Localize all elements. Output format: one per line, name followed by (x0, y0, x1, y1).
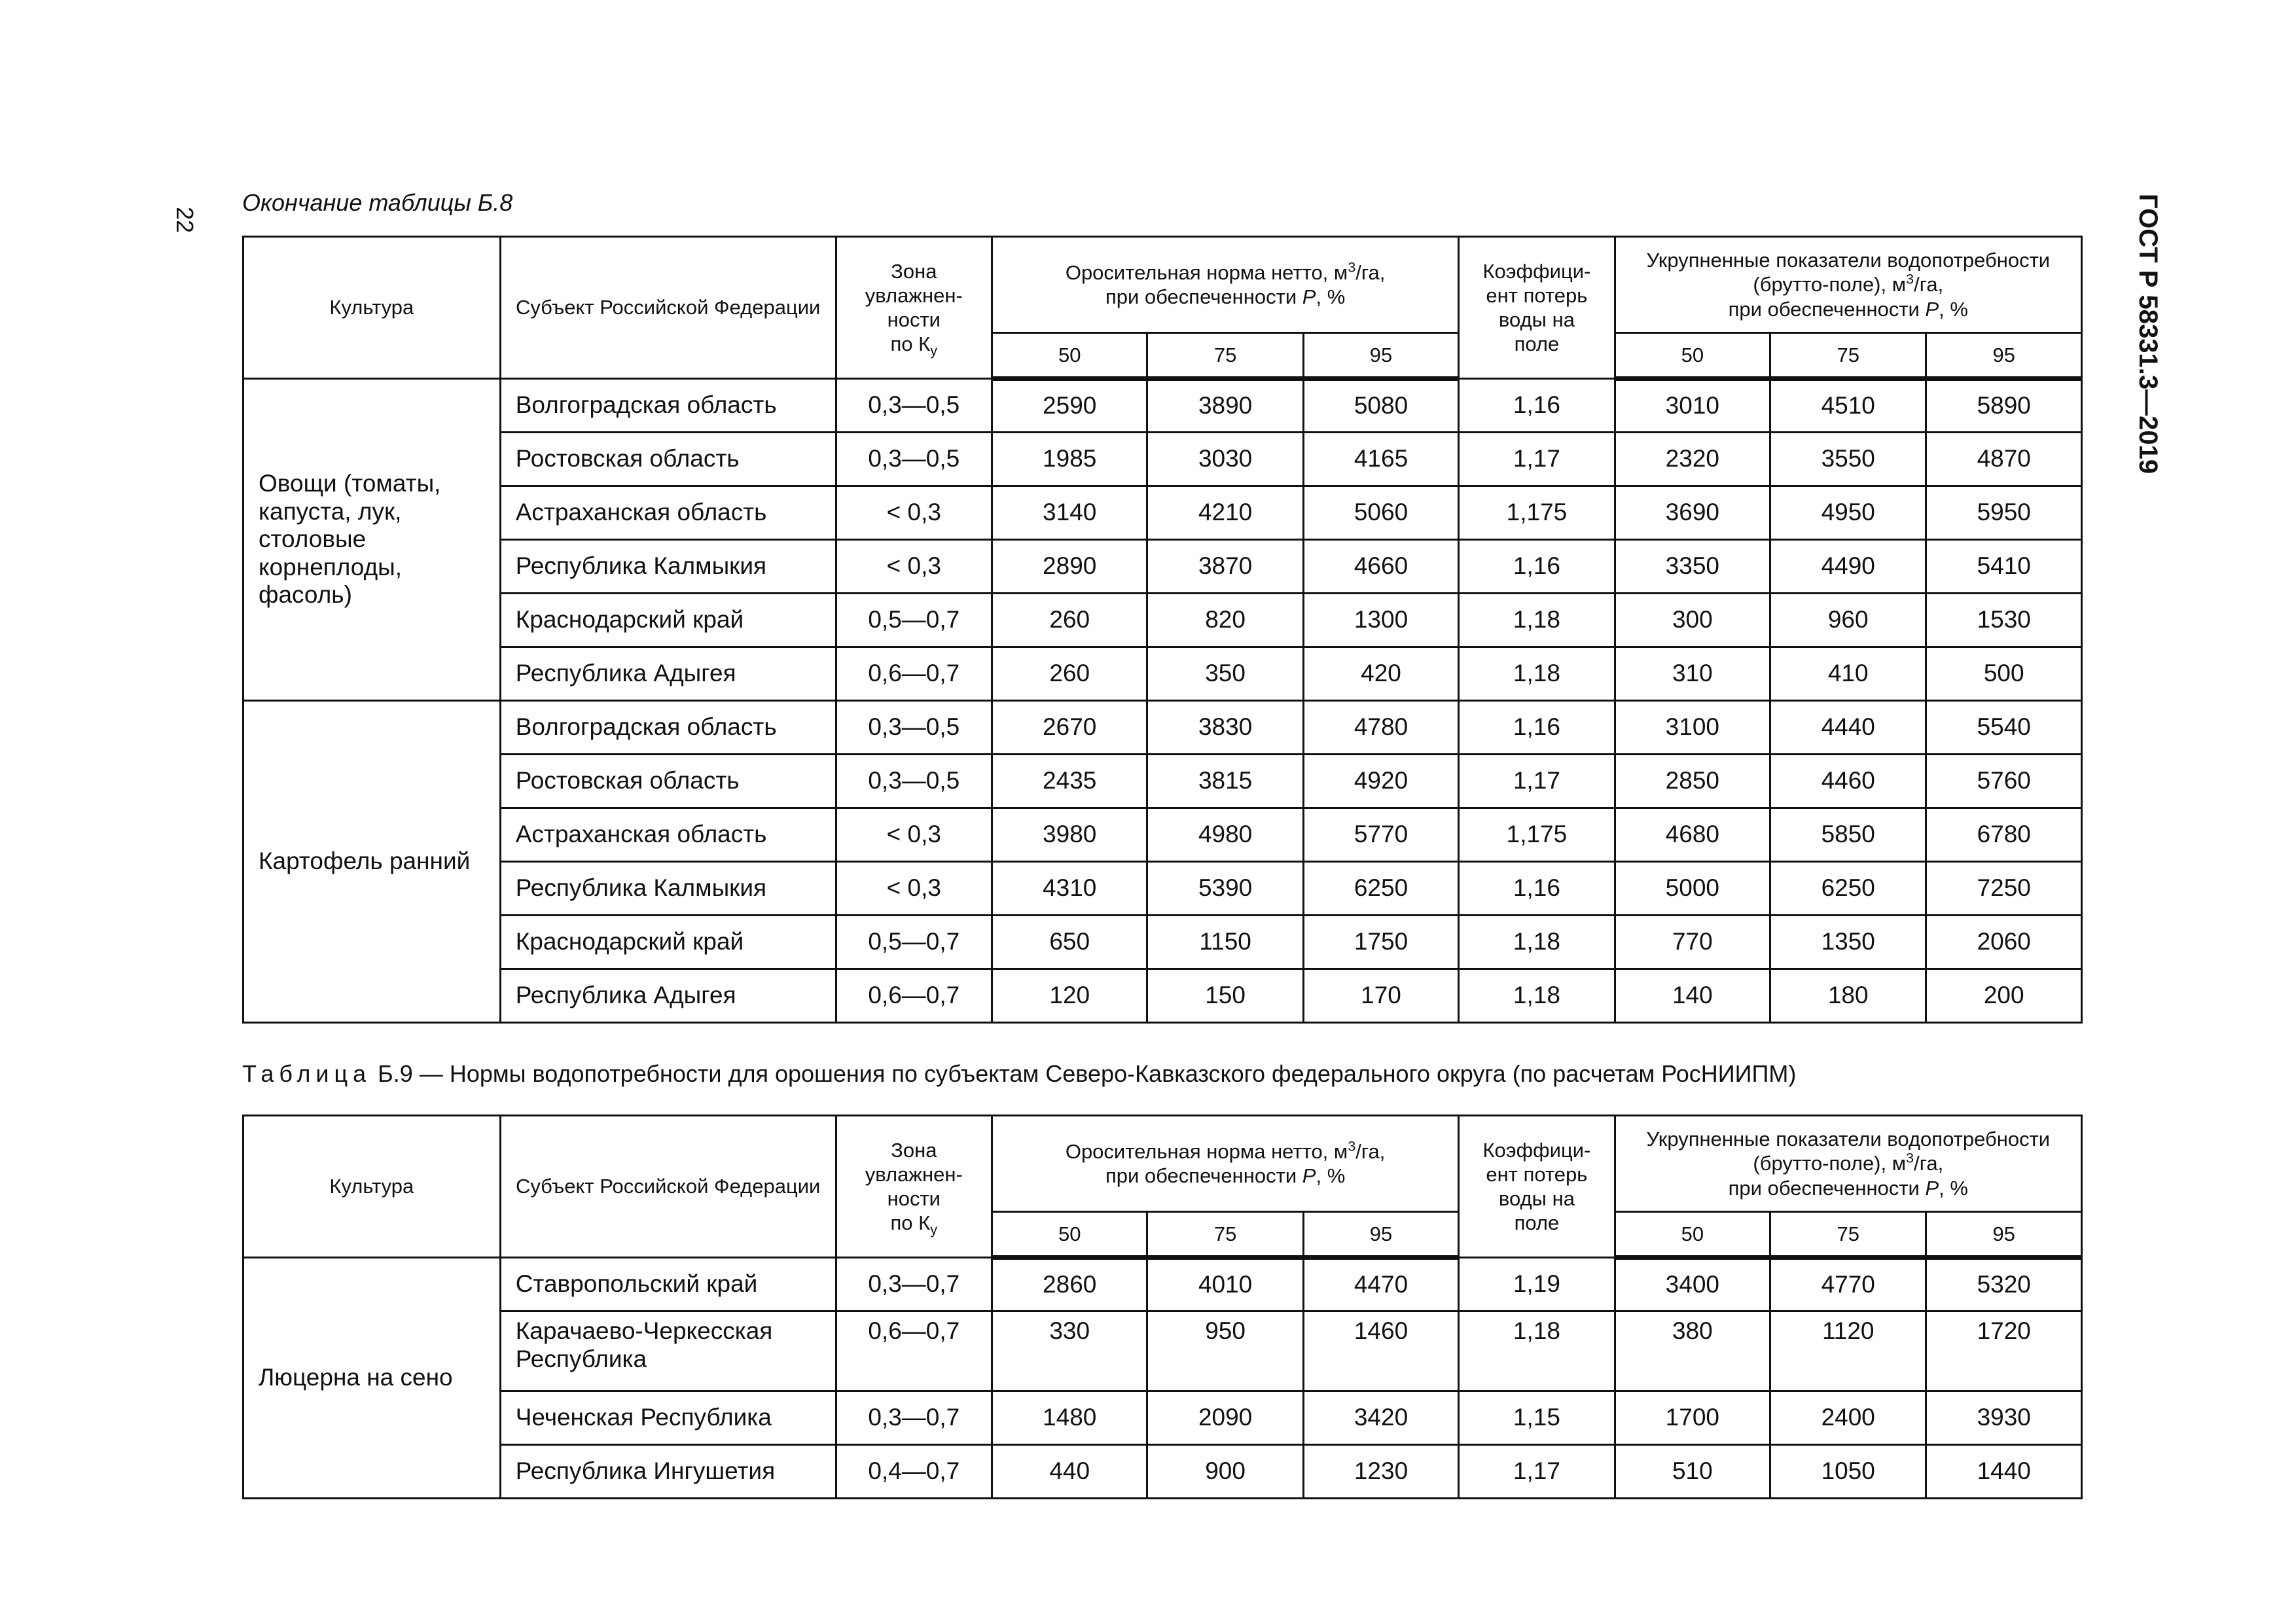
header-net-percent: 95 (1303, 1212, 1458, 1258)
coefficient-cell: 1,16 (1459, 379, 1615, 433)
net-norm-cell: 4310 (992, 862, 1147, 916)
coefficient-cell: 1,17 (1459, 433, 1615, 486)
subject-cell: Астраханская область (500, 486, 836, 540)
zone-cell: 0,3—0,5 (836, 433, 992, 486)
table-row (243, 1445, 2082, 1499)
gross-norm-cell: 2060 (1926, 916, 2082, 969)
gross-norm-cell: 1720 (1926, 1311, 2082, 1391)
net-norm-cell: 5060 (1303, 486, 1458, 540)
zone-cell: 0,3—0,5 (836, 755, 992, 808)
gross-norm-cell: 4510 (1770, 379, 1926, 433)
gross-norm-cell: 960 (1770, 594, 1926, 647)
subject-cell: Республика Калмыкия (500, 862, 836, 916)
document-code: ГОСТ Р 58331.3—2019 (2134, 194, 2162, 474)
gross-norm-cell: 3690 (1615, 486, 1770, 540)
table-b8-continuation-title: Окончание таблицы Б.8 (242, 189, 513, 216)
coefficient-cell: 1,18 (1459, 594, 1615, 647)
gross-norm-cell: 200 (1926, 969, 2082, 1023)
net-norm-cell: 1480 (992, 1391, 1147, 1445)
coefficient-cell: 1,18 (1459, 916, 1615, 969)
gross-norm-cell: 5950 (1926, 486, 2082, 540)
gross-norm-cell: 5540 (1926, 701, 2082, 755)
net-norm-cell: 650 (992, 916, 1147, 969)
net-norm-cell: 1985 (992, 433, 1147, 486)
gross-norm-cell: 6250 (1770, 862, 1926, 916)
gross-norm-cell: 3550 (1770, 433, 1926, 486)
coefficient-cell: 1,19 (1459, 1258, 1615, 1311)
culture-cell: Картофель ранний (243, 701, 501, 1023)
page-number: 22 (171, 207, 198, 234)
net-norm-cell: 4780 (1303, 701, 1458, 755)
subject-cell: Волгоградская область (500, 379, 836, 433)
gross-norm-cell: 3930 (1926, 1391, 2082, 1445)
subject-cell: Волгоградская область (500, 701, 836, 755)
net-norm-cell: 1750 (1303, 916, 1458, 969)
header-net-norm: Оросительная норма нетто, $м^3/га$, при обеспеченности P, % (992, 1116, 1459, 1212)
header-net-norm: Оросительная норма нетто, $м^3/га$, при обеспеченности P, % (992, 237, 1459, 333)
gross-norm-cell: 180 (1770, 969, 1926, 1023)
table-row (243, 540, 2082, 594)
gross-norm-cell: 4770 (1770, 1258, 1926, 1311)
net-norm-cell: 260 (992, 594, 1147, 647)
subject-cell: Краснодарский край (500, 594, 836, 647)
gross-norm-cell: 1120 (1770, 1311, 1926, 1391)
gross-norm-cell: 6780 (1926, 808, 2082, 862)
table-row (243, 969, 2082, 1023)
zone-cell: 0,3—0,7 (836, 1258, 992, 1311)
net-norm-cell: 2590 (992, 379, 1147, 433)
net-norm-cell: 5390 (1147, 862, 1303, 916)
gross-norm-cell: 300 (1615, 594, 1770, 647)
gross-norm-cell: 1350 (1770, 916, 1926, 969)
header-net-percent: 50 (992, 333, 1147, 379)
gross-norm-cell: 4490 (1770, 540, 1926, 594)
header-subject: Субъект Российской Федерации (500, 237, 836, 379)
subject-cell: Краснодарский край (500, 916, 836, 969)
coefficient-cell: 1,16 (1459, 862, 1615, 916)
gross-norm-cell: 3100 (1615, 701, 1770, 755)
table-row (243, 701, 2082, 755)
gross-norm-cell: 1530 (1926, 594, 2082, 647)
table-row (243, 647, 2082, 701)
gross-norm-cell: 5760 (1926, 755, 2082, 808)
header-gross-percent: 95 (1926, 333, 2082, 379)
gross-norm-cell: 7250 (1926, 862, 2082, 916)
header-culture: Культура (243, 1116, 501, 1258)
gross-norm-cell: 3010 (1615, 379, 1770, 433)
coefficient-cell: 1,17 (1459, 755, 1615, 808)
header-culture: Культура (243, 237, 501, 379)
header-zone: Зона увлажнен- ности по $К_у$ (836, 1116, 992, 1258)
header-net-percent: 75 (1147, 333, 1303, 379)
gross-norm-cell: 310 (1615, 647, 1770, 701)
header-net-percent: 75 (1147, 1212, 1303, 1258)
gross-norm-cell: 4460 (1770, 755, 1926, 808)
header-loss-coefficient: Коэффици- ент потерь воды на поле (1459, 1116, 1615, 1258)
net-norm-cell: 170 (1303, 969, 1458, 1023)
header-zone: Зона увлажнен- ности по $К_у$ (836, 237, 992, 379)
zone-cell: 0,5—0,7 (836, 916, 992, 969)
net-norm-cell: 950 (1147, 1311, 1303, 1391)
gross-norm-cell: 1440 (1926, 1445, 2082, 1499)
header-gross-percent: 75 (1770, 333, 1926, 379)
gross-norm-cell: 2850 (1615, 755, 1770, 808)
net-norm-cell: 1460 (1303, 1311, 1458, 1391)
coefficient-cell: 1,15 (1459, 1391, 1615, 1445)
net-norm-cell: 4920 (1303, 755, 1458, 808)
net-norm-cell: 4980 (1147, 808, 1303, 862)
table-row (243, 486, 2082, 540)
subject-cell: Республика Калмыкия (500, 540, 836, 594)
net-norm-cell: 2670 (992, 701, 1147, 755)
net-norm-cell: 3870 (1147, 540, 1303, 594)
table-row (243, 1311, 2082, 1391)
header-net-percent: 95 (1303, 333, 1458, 379)
subject-cell: Ростовская область (500, 433, 836, 486)
coefficient-cell: 1,16 (1459, 701, 1615, 755)
subject-cell: Ставропольский край (500, 1258, 836, 1311)
header-net-percent: 50 (992, 1212, 1147, 1258)
net-norm-cell: 3815 (1147, 755, 1303, 808)
subject-cell: Ростовская область (500, 755, 836, 808)
subject-cell: Республика Адыгея (500, 969, 836, 1023)
header-gross-percent: 75 (1770, 1212, 1926, 1258)
net-norm-cell: 120 (992, 969, 1147, 1023)
net-norm-cell: 6250 (1303, 862, 1458, 916)
net-norm-cell: 4210 (1147, 486, 1303, 540)
table-b9 (242, 1115, 2083, 1499)
zone-cell: < 0,3 (836, 808, 992, 862)
coefficient-cell: 1,175 (1459, 808, 1615, 862)
net-norm-cell: 5080 (1303, 379, 1458, 433)
net-norm-cell: 150 (1147, 969, 1303, 1023)
table-row (243, 808, 2082, 862)
zone-cell: < 0,3 (836, 486, 992, 540)
subject-cell: Республика Ингушетия (500, 1445, 836, 1499)
subject-cell: Республика Адыгея (500, 647, 836, 701)
gross-norm-cell: 510 (1615, 1445, 1770, 1499)
culture-cell: Овощи (томаты, капуста, лук, столовые корнеплоды, фасоль) (243, 379, 501, 701)
net-norm-cell: 4165 (1303, 433, 1458, 486)
net-norm-cell: 330 (992, 1311, 1147, 1391)
gross-norm-cell: 4870 (1926, 433, 2082, 486)
net-norm-cell: 4660 (1303, 540, 1458, 594)
header-gross-percent: 95 (1926, 1212, 2082, 1258)
net-norm-cell: 260 (992, 647, 1147, 701)
net-norm-cell: 350 (1147, 647, 1303, 701)
gross-norm-cell: 500 (1926, 647, 2082, 701)
header-subject: Субъект Российской Федерации (500, 1116, 836, 1258)
header-gross-percent: 50 (1615, 1212, 1770, 1258)
zone-cell: 0,3—0,5 (836, 379, 992, 433)
net-norm-cell: 2890 (992, 540, 1147, 594)
net-norm-cell: 4470 (1303, 1258, 1458, 1311)
net-norm-cell: 900 (1147, 1445, 1303, 1499)
gross-norm-cell: 410 (1770, 647, 1926, 701)
net-norm-cell: 3030 (1147, 433, 1303, 486)
coefficient-cell: 1,16 (1459, 540, 1615, 594)
coefficient-cell: 1,18 (1459, 647, 1615, 701)
net-norm-cell: 440 (992, 1445, 1147, 1499)
table-b9-caption: Таблица Б.9 — Нормы водопотребности для орошения по субъектам Северо-Кавказского федерального округа (по расчетам РосНИИПМ) (242, 1060, 1797, 1087)
gross-norm-cell: 1700 (1615, 1391, 1770, 1445)
table-row (243, 594, 2082, 647)
gross-norm-cell: 140 (1615, 969, 1770, 1023)
net-norm-cell: 2435 (992, 755, 1147, 808)
gross-norm-cell: 5320 (1926, 1258, 2082, 1311)
header-gross-indicators: Укрупненные показатели водопотребности (брутто-поле), $м^3/га$, при обеспеченности P, % (1615, 1116, 2081, 1212)
zone-cell: 0,6—0,7 (836, 647, 992, 701)
gross-norm-cell: 5000 (1615, 862, 1770, 916)
table-row (243, 379, 2082, 433)
subject-cell: Карачаево-Черкесская Республика (500, 1311, 836, 1391)
subject-cell: Чеченская Республика (500, 1391, 836, 1445)
net-norm-cell: 820 (1147, 594, 1303, 647)
net-norm-cell: 5770 (1303, 808, 1458, 862)
gross-norm-cell: 770 (1615, 916, 1770, 969)
table-row (243, 1258, 2082, 1311)
gross-norm-cell: 3400 (1615, 1258, 1770, 1311)
table-row (243, 862, 2082, 916)
table-row (243, 916, 2082, 969)
table-row (243, 1391, 2082, 1445)
gross-norm-cell: 5850 (1770, 808, 1926, 862)
table-row (243, 755, 2082, 808)
subject-cell: Астраханская область (500, 808, 836, 862)
net-norm-cell: 2860 (992, 1258, 1147, 1311)
gross-norm-cell: 5410 (1926, 540, 2082, 594)
zone-cell: 0,3—0,5 (836, 701, 992, 755)
zone-cell: 0,6—0,7 (836, 1311, 992, 1391)
net-norm-cell: 3830 (1147, 701, 1303, 755)
net-norm-cell: 2090 (1147, 1391, 1303, 1445)
coefficient-cell: 1,175 (1459, 486, 1615, 540)
header-gross-indicators: Укрупненные показатели водопотребности (брутто-поле), $м^3/га$, при обеспеченности P, % (1615, 237, 2081, 333)
zone-cell: 0,5—0,7 (836, 594, 992, 647)
net-norm-cell: 1150 (1147, 916, 1303, 969)
header-gross-percent: 50 (1615, 333, 1770, 379)
zone-cell: < 0,3 (836, 540, 992, 594)
gross-norm-cell: 4440 (1770, 701, 1926, 755)
gross-norm-cell: 2320 (1615, 433, 1770, 486)
net-norm-cell: 1300 (1303, 594, 1458, 647)
culture-cell: Люцерна на сено (243, 1258, 501, 1499)
gross-norm-cell: 1050 (1770, 1445, 1926, 1499)
gross-norm-cell: 2400 (1770, 1391, 1926, 1445)
gross-norm-cell: 380 (1615, 1311, 1770, 1391)
zone-cell: 0,4—0,7 (836, 1445, 992, 1499)
net-norm-cell: 3890 (1147, 379, 1303, 433)
coefficient-cell: 1,18 (1459, 969, 1615, 1023)
zone-cell: 0,6—0,7 (836, 969, 992, 1023)
net-norm-cell: 3140 (992, 486, 1147, 540)
net-norm-cell: 4010 (1147, 1258, 1303, 1311)
gross-norm-cell: 4950 (1770, 486, 1926, 540)
gross-norm-cell: 3350 (1615, 540, 1770, 594)
net-norm-cell: 3420 (1303, 1391, 1458, 1445)
net-norm-cell: 3980 (992, 808, 1147, 862)
zone-cell: < 0,3 (836, 862, 992, 916)
table-row (243, 433, 2082, 486)
header-loss-coefficient: Коэффици- ент потерь воды на поле (1459, 237, 1615, 379)
coefficient-cell: 1,17 (1459, 1445, 1615, 1499)
gross-norm-cell: 5890 (1926, 379, 2082, 433)
coefficient-cell: 1,18 (1459, 1311, 1615, 1391)
zone-cell: 0,3—0,7 (836, 1391, 992, 1445)
net-norm-cell: 1230 (1303, 1445, 1458, 1499)
gross-norm-cell: 4680 (1615, 808, 1770, 862)
net-norm-cell: 420 (1303, 647, 1458, 701)
table-b8 (242, 236, 2083, 1024)
